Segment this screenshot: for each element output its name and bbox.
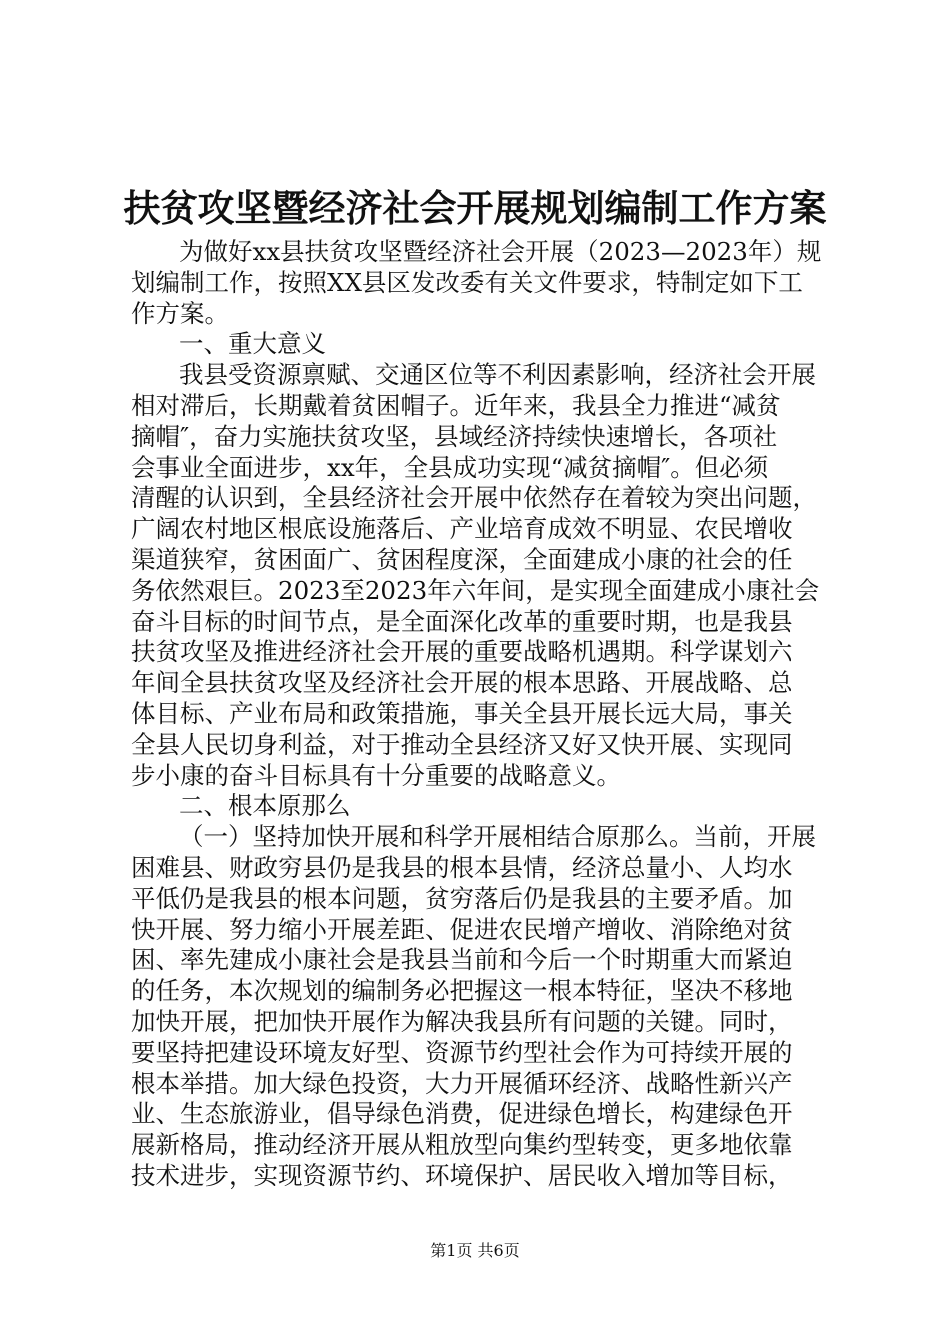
paragraph-line: 快开展、努力缩小开展差距、促进农民增产增收、消除绝对贫 [131, 914, 793, 944]
section-heading: 二、根本原那么 [179, 791, 351, 821]
paragraph-line: 技术进步，实现资源节约、环境保护、居民收入增加等目标， [131, 1160, 793, 1190]
paragraph-line: （一）坚持加快开展和科学开展相结合原那么。当前，开展 [179, 822, 816, 852]
document-title: 扶贫攻坚暨经济社会开展规划编制工作方案 [123, 186, 827, 230]
paragraph-line: 相对滞后，长期戴着贫困帽子。近年来，我县全力推进“减贫 [131, 390, 781, 420]
paragraph-line: 清醒的认识到，全县经济社会开展中依然存在着较为突出问题， [131, 483, 817, 513]
paragraph-line: 体目标、产业布局和政策措施，事关全县开展长远大局，事关 [131, 698, 793, 728]
paragraph-line: 广阔农村地区根底设施落后、产业培育成效不明显、农民增收 [131, 514, 793, 544]
paragraph-line: 的任务，本次规划的编制务必把握这一根本特征，坚决不移地 [131, 976, 793, 1006]
paragraph-line: 务依然艰巨。2023至2023年六年间，是实现全面建成小康社会 [131, 575, 820, 605]
paragraph-line: 业、生态旅游业，倡导绿色消费，促进绿色增长，构建绿色开 [131, 1099, 793, 1129]
paragraph-line: 我县受资源禀赋、交通区位等不利因素影响，经济社会开展 [179, 360, 816, 390]
paragraph-line: 要坚持把建设环境友好型、资源节约型社会作为可持续开展的 [131, 1037, 793, 1067]
paragraph-line: 划编制工作，按照XX县区发改委有关文件要求，特制定如下工 [131, 267, 803, 297]
paragraph-line: 扶贫攻坚及推进经济社会开展的重要战略机遇期。科学谋划六 [131, 637, 793, 667]
paragraph-line: 展新格局，推动经济开展从粗放型向集约型转变，更多地依靠 [131, 1130, 793, 1160]
paragraph-line: 摘帽″，奋力实施扶贫攻坚，县域经济持续快速增长，各项社 [131, 421, 778, 451]
paragraph-line: 为做好xx县扶贫攻坚暨经济社会开展（2023—2023年）规 [179, 237, 822, 266]
section-heading: 一、重大意义 [179, 329, 326, 359]
paragraph-line: 渠道狭窄，贫困面广、贫困程度深，全面建成小康的社会的任 [131, 544, 793, 574]
paragraph-line: 困难县、财政穷县仍是我县的根本县情，经济总量小、人均水 [131, 852, 793, 882]
paragraph-line: 奋斗目标的时间节点，是全面深化改革的重要时期，也是我县 [131, 606, 793, 636]
paragraph-line: 加快开展，把加快开展作为解决我县所有问题的关键。同时， [131, 1006, 793, 1036]
paragraph-line: 困、率先建成小康社会是我县当前和今后一个时期重大而紧迫 [131, 945, 793, 975]
paragraph-line: 会事业全面进步，xx年，全县成功实现“减贫摘帽″。但必须 [131, 452, 769, 482]
paragraph-line: 步小康的奋斗目标具有十分重要的战略意义。 [131, 760, 621, 790]
paragraph-line: 平低仍是我县的根本问题，贫穷落后仍是我县的主要矛盾。加 [131, 883, 793, 913]
page-number-footer: 第1页 共6页 [430, 1241, 520, 1260]
document-body [131, 237, 843, 1192]
paragraph-line: 根本举措。加大绿色投资，大力开展循环经济、战略性新兴产 [131, 1068, 793, 1098]
paragraph-line: 作方案。 [131, 298, 229, 328]
paragraph-line: 全县人民切身利益，对于推动全县经济又好又快开展、实现同 [131, 729, 793, 759]
paragraph-line: 年间全县扶贫攻坚及经济社会开展的根本思路、开展战略、总 [131, 668, 793, 698]
